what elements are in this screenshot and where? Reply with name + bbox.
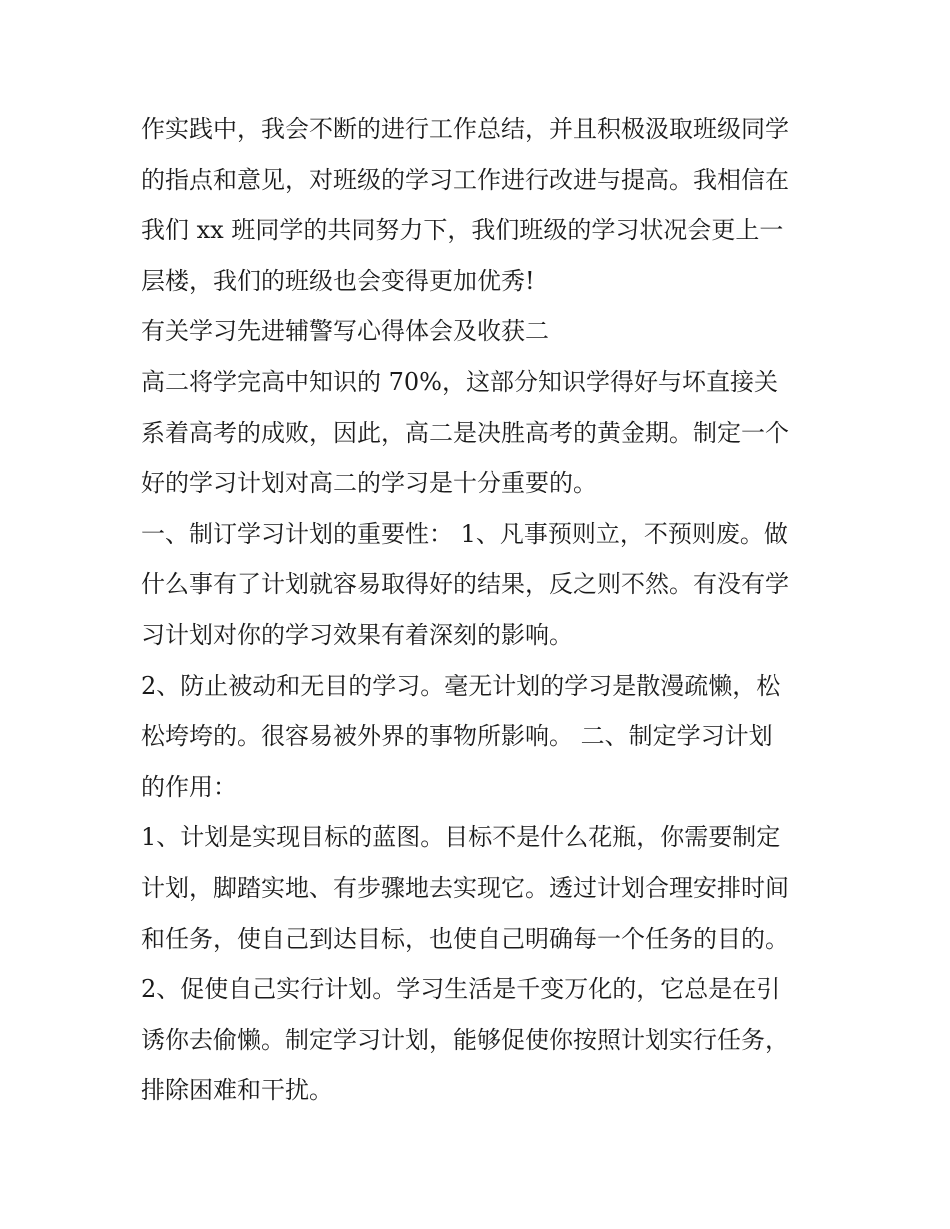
text-line: 我们 xx 班同学的共同努力下，我们班级的学习状况会更上一 <box>141 216 784 245</box>
text-line: 高二将学完高中知识的 70%，这部分知识学得好与坏直接关 <box>141 367 778 396</box>
text-line: 和任务，使自己到达目标，也使自己明确每一个任务的目的。 <box>141 924 789 953</box>
text-line: 2、防止被动和无目的学习。毫无计划的学习是散漫疏懒，松 <box>141 671 781 700</box>
text-line: 层楼，我们的班级也会变得更加优秀! <box>141 266 535 295</box>
text-line: 什么事有了计划就容易取得好的结果，反之则不然。有没有学 <box>141 570 789 599</box>
text-line: 的指点和意见，对班级的学习工作进行改进与提高。我相信在 <box>141 165 789 194</box>
text-line: 的作用： <box>141 772 237 801</box>
text-line: 作实践中，我会不断的进行工作总结，并且积极汲取班级同学 <box>141 115 789 143</box>
text-line: 好的学习计划对高二的学习是十分重要的。 <box>141 469 597 498</box>
text-line: 排除困难和干扰。 <box>141 1076 333 1105</box>
text-line: 诱你去偷懒。制定学习计划，能够促使你按照计划实行任务， <box>141 1025 789 1054</box>
text-line: 2、促使自己实行计划。学习生活是千变万化的，它总是在引 <box>141 975 781 1004</box>
text-line: 计划，脚踏实地、有步骤地去实现它。透过计划合理安排时间 <box>141 873 789 902</box>
text-line: 一、制订学习计划的重要性： 1、凡事预则立，不预则废。做 <box>141 519 788 548</box>
text-line: 松垮垮的。很容易被外界的事物所影响。 二、制定学习计划 <box>141 722 773 751</box>
section-heading: 有关学习先进辅警写心得体会及收获二 <box>141 317 549 346</box>
text-line: 系着高考的成败，因此，高二是决胜高考的黄金期。制定一个 <box>141 418 789 447</box>
document-body <box>141 104 821 1116</box>
text-line: 1、计划是实现目标的蓝图。目标不是什么花瓶，你需要制定 <box>141 823 781 852</box>
text-line: 习计划对你的学习效果有着深刻的影响。 <box>141 620 573 649</box>
